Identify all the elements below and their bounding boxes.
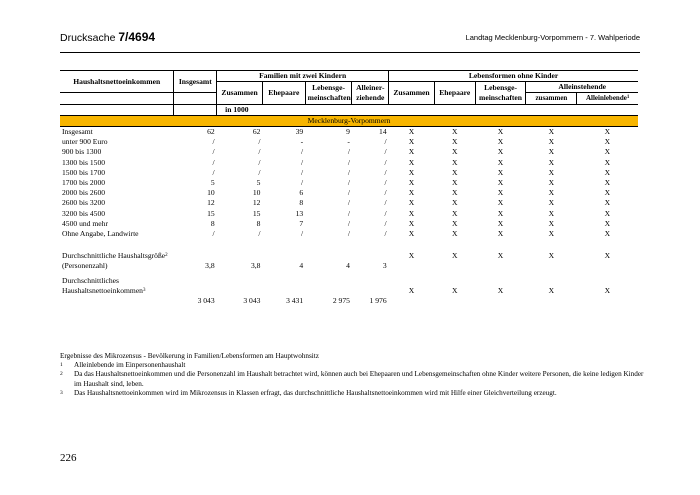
table-cell: X [548, 198, 555, 208]
col-zusammen-2: Zusammen [389, 82, 435, 104]
row-label: Insgesamt [62, 127, 93, 137]
table-cell: X [604, 229, 611, 239]
table-cell: X [497, 127, 504, 137]
table-cell: / [347, 178, 350, 188]
table-cell: X [604, 157, 611, 167]
table-row [60, 127, 638, 138]
table-cell: / [301, 167, 304, 177]
table-cell: / [384, 167, 387, 177]
table-cell: / [301, 147, 304, 157]
table-cell: / [258, 137, 261, 147]
table-cell: 62 [207, 127, 215, 137]
table-cell: X [604, 167, 611, 177]
col-alleinerziehende: Alleiner- ziehende [352, 82, 389, 104]
table-cell: X [408, 137, 415, 147]
table-cell: 5 [210, 178, 215, 188]
table-cell: X [497, 137, 504, 147]
table-cell: X [408, 147, 415, 157]
table-cell: X [408, 178, 415, 188]
table-cell: X [452, 188, 458, 198]
table-cell: / [347, 198, 350, 208]
table-cell: 6 [299, 188, 304, 198]
table-cell: X [548, 178, 555, 188]
source-note: Ergebnisse des Mikrozensus - Bevölkerung in Familien/Lebensformen am Hauptwohnsitz [60, 352, 319, 360]
table-cell: X [497, 178, 504, 188]
table-cell: X [497, 198, 504, 208]
row-header: Haushaltsnettoeinkommen [60, 71, 174, 93]
table-cell: / [347, 157, 350, 167]
col-lebensgemeinschaften-2: Lebensge- meinschaften [475, 82, 526, 104]
table-cell: 10 [252, 188, 261, 198]
table-cell: X [548, 188, 555, 198]
table-cell: / [258, 157, 261, 167]
table-row [60, 209, 638, 219]
table-cell: X [604, 198, 611, 208]
table-cell: X [408, 198, 415, 208]
table-cell: X [497, 188, 504, 198]
parliament-title: Landtag Mecklenburg-Vorpommern - 7. Wahlperiode [465, 33, 640, 42]
table-cell: / [212, 157, 215, 167]
table-cell: X [604, 137, 611, 147]
table-cell: X [497, 167, 504, 177]
table-cell: / [258, 167, 261, 177]
table-cell: 8 [256, 218, 261, 228]
row-label: unter 900 Euro [62, 137, 108, 147]
table-cell: / [301, 157, 304, 167]
table-row [60, 219, 638, 229]
table-cell: X [452, 285, 458, 295]
row-label: 2600 bis 3200 [62, 198, 106, 208]
table-cell: / [258, 229, 261, 239]
table-cell: 15 [207, 208, 215, 218]
table-cell: 8 [299, 198, 304, 208]
table-cell: 12 [252, 198, 261, 208]
col-zusammen-3: zusammen [526, 93, 577, 104]
table-cell: X [604, 188, 611, 198]
table-cell: 2 975 [332, 296, 350, 306]
avg-income-label: Durchschnittliches [62, 275, 119, 285]
unit-row: in 1000 [217, 104, 638, 115]
table-row [60, 178, 638, 188]
table-cell: / [384, 188, 387, 198]
table-cell: X [604, 251, 611, 261]
table-cell: X [497, 147, 504, 157]
table-cell: X [548, 208, 555, 218]
table-cell: X [452, 208, 458, 218]
table-cell: 1 976 [369, 296, 387, 306]
table-cell: 7 [299, 218, 304, 228]
table-cell: 5 [256, 178, 261, 188]
group-alleinstehende: Alleinstehende [526, 82, 638, 93]
table-cell: / [384, 208, 387, 218]
table-cell: X [452, 218, 458, 228]
document-label: Drucksache [60, 32, 119, 44]
table-cell: 3 043 [197, 296, 215, 306]
table-cell: X [452, 137, 458, 147]
table-cell: / [212, 147, 215, 157]
table-cell: / [347, 218, 350, 228]
table-cell: / [384, 229, 387, 239]
table-cell: X [408, 229, 415, 239]
table-cell: X [548, 285, 555, 295]
avg-size-label: Durchschnittliche Haushaltsgröße$^2$ [62, 251, 168, 261]
table-cell: - [300, 137, 304, 147]
document-number [60, 30, 155, 44]
table-row [60, 137, 638, 147]
table-cell: X [497, 229, 504, 239]
table-cell: 10 [207, 188, 215, 198]
header-rule [60, 52, 640, 53]
table-cell: / [347, 208, 350, 218]
table-cell: X [408, 167, 415, 177]
table-cell: / [301, 178, 304, 188]
table-cell: X [408, 218, 415, 228]
table-cell: X [408, 251, 415, 261]
col-lebensgemeinschaften-1: Lebensge- meinschaften [305, 82, 352, 104]
col-insgesamt: Insgesamt [174, 71, 217, 93]
col-zusammen-1: Zusammen [217, 82, 263, 104]
table-cell: X [452, 178, 458, 188]
page-number: 226 [60, 452, 77, 464]
table-cell: 3 [382, 261, 387, 271]
table-cell: X [408, 285, 415, 295]
table-row [60, 168, 638, 178]
table-cell: X [452, 251, 458, 261]
table-cell: X [548, 147, 555, 157]
table-cell: / [347, 188, 350, 198]
table-cell: X [604, 285, 611, 295]
table-cell: X [604, 218, 611, 228]
table-row [60, 198, 638, 208]
table-cell: / [258, 147, 261, 157]
col-ehepaare-2: Ehepaare [434, 82, 475, 104]
table-cell: 3 043 [243, 296, 261, 306]
table-cell: / [212, 229, 215, 239]
table-cell: X [497, 251, 504, 261]
row-label: 1500 bis 1700 [62, 167, 106, 177]
table-cell: 14 [379, 127, 387, 137]
table-row [60, 229, 638, 239]
table-cell: X [452, 167, 458, 177]
table-cell: X [548, 251, 555, 261]
table-cell: 3,8 [205, 261, 215, 271]
table-cell: / [212, 167, 215, 177]
table-cell: X [408, 157, 415, 167]
row-label: 3200 bis 4500 [62, 208, 106, 218]
table-cell: 62 [252, 127, 261, 137]
table-cell: X [548, 127, 555, 137]
table-cell: / [384, 178, 387, 188]
table-cell: X [497, 208, 504, 218]
table-cell: 12 [207, 198, 215, 208]
avg-size-label-2: (Personenzahl) [62, 261, 108, 271]
table-row [60, 158, 638, 168]
avg-income-label-2: Haushaltsnettoeinkommen$^3$ [62, 285, 146, 295]
table-row [60, 188, 638, 198]
table-cell: X [604, 127, 611, 137]
footnote-3: 3 Das Haushaltsnettoeinkommen wird im Mikrozensus in Klassen erfragt, das durchschnittliche Haushaltsnettoeinkommen wird mit Hilfe einer Gleichverteilung erzeugt. [60, 388, 557, 397]
table-cell: X [548, 137, 555, 147]
document-number-value: 7/4694 [118, 30, 156, 44]
table-row [60, 147, 638, 157]
row-label: 900 bis 1300 [62, 147, 102, 157]
table-cell: / [384, 198, 387, 208]
table-cell: X [408, 188, 415, 198]
table-cell: / [384, 218, 387, 228]
table-cell: 39 [295, 127, 304, 137]
table-cell: X [548, 157, 555, 167]
table-cell: / [212, 137, 215, 147]
table-cell: X [548, 218, 555, 228]
table-cell: 3 431 [286, 296, 304, 306]
table-cell: X [604, 178, 611, 188]
table-cell: X [497, 157, 504, 167]
table-cell: X [452, 127, 458, 137]
page-header [60, 30, 640, 50]
row-label: 2000 bis 2600 [62, 188, 106, 198]
table-cell: / [384, 157, 387, 167]
table-cell: X [408, 127, 415, 137]
table-cell: X [497, 218, 504, 228]
table-cell: X [548, 229, 555, 239]
group-familien: Familien mit zwei Kindern [217, 71, 389, 82]
row-label: Ohne Angabe, Landwirte [62, 229, 139, 239]
table-cell: 4 [346, 261, 350, 271]
table-cell: 3,8 [250, 261, 261, 271]
table-cell: X [408, 208, 415, 218]
col-ehepaare-1: Ehepaare [262, 82, 305, 104]
table-cell: X [604, 208, 611, 218]
table-cell: 13 [295, 208, 304, 218]
footnote-1: 1 Alleinlebende im Einpersonenhaushalt [60, 361, 186, 370]
footnote-2: 2 Da das Haushaltsnettoeinkommen und die Personenzahl im Haushalt betrachtet wird, können auch bei Ehepaaren und Lebensgemeinschaften ohne Kinder weitere Personen, die keine ledigen Kinder im Haushalt sind, leben. [60, 370, 644, 388]
table-cell: / [384, 147, 387, 157]
table-cell: 15 [252, 208, 261, 218]
table-cell: X [452, 147, 458, 157]
table-cell: / [347, 167, 350, 177]
table-cell: / [384, 137, 387, 147]
table-cell: X [452, 229, 458, 239]
row-label: 4500 und mehr [62, 218, 108, 228]
table-cell: X [452, 157, 458, 167]
table-cell: X [497, 285, 504, 295]
table-cell: 4 [299, 261, 304, 271]
table-cell: X [452, 198, 458, 208]
footnotes [60, 352, 645, 398]
table-cell: X [604, 147, 611, 157]
table-cell: / [347, 147, 350, 157]
table-cell: X [548, 167, 555, 177]
table-cell: / [301, 229, 304, 239]
table-cell: 9 [346, 127, 350, 137]
group-lebensformen: Lebensformen ohne Kinder [389, 71, 638, 82]
table-cell: / [347, 229, 350, 239]
statistics-table [60, 70, 638, 306]
col-alleinlebende: Alleinlebende$^1$ [577, 93, 638, 104]
row-label: 1700 bis 2000 [62, 178, 106, 188]
table-cell: 8 [210, 218, 215, 228]
region-band: Mecklenburg-Vorpommern [60, 115, 638, 126]
table-cell: - [347, 137, 350, 147]
row-label: 1300 bis 1500 [62, 157, 106, 167]
